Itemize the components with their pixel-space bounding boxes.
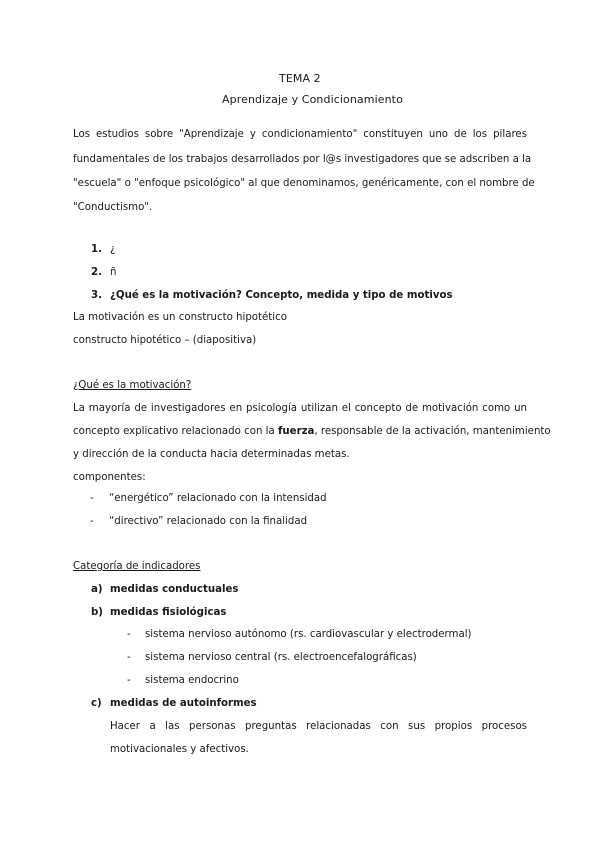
physio-item-autonomo: sistema nervioso autónomo (rs. cardiovascular y electrodermal) [145, 629, 472, 640]
numbered-item-2-text: ñ [110, 267, 117, 278]
motivation-line-2: concepto explicativo relacionado con la fuerza, responsable de la activación, mantenimiento [73, 426, 551, 437]
intro-line-4: "Conductismo". [73, 202, 153, 213]
numbered-item-3-text: ¿Qué es la motivación? Concepto, medida y tipo de motivos [110, 290, 453, 301]
physio-bullet: - [127, 675, 131, 686]
bold-word-fuerza: fuerza [277, 426, 315, 437]
component-bullet: - [90, 493, 94, 504]
physio-item-endocrino: sistema endocrino [145, 675, 239, 686]
page-title: TEMA 2 [279, 72, 321, 85]
indicator-letter-a: a) [91, 584, 103, 595]
indicator-item-autoinformes: medidas de autoinformes [110, 698, 257, 709]
component-bullet: - [90, 516, 94, 527]
intro-line-2: fundamentales de los trabajos desarrollados por l@s investigadores que se adscriben a la [73, 154, 532, 165]
section-heading-indicators: Categoría de indicadores [73, 561, 201, 572]
selfreport-line-2: motivacionales y afectivos. [110, 744, 249, 755]
physio-item-central: sistema nervioso central (rs. electroencefalográficas) [145, 652, 417, 663]
numbered-item-3-num: 3. [91, 290, 102, 301]
indicator-item-conductuales: medidas conductuales [110, 584, 239, 595]
component-item-energetico: “energético” relacionado con la intensidad [109, 493, 327, 504]
indicator-item-fisiologicas: medidas fisiológicas [110, 607, 227, 618]
motivation-line-3: y dirección de la conducta hacia determinadas metas. [73, 449, 350, 460]
section-heading-motivation: ¿Qué es la motivación? [73, 380, 192, 391]
note-line-2: constructo hipotético – (diapositiva) [73, 335, 257, 346]
numbered-item-2-num: 2. [91, 267, 102, 278]
motivation-line-1: La mayoría de investigadores en psicología utilizan el concepto de motivación como un [73, 403, 527, 414]
numbered-item-1-text: ¿ [110, 244, 116, 255]
selfreport-line-1: Hacer a las personas preguntas relacionadas con sus propios procesos [110, 721, 527, 732]
intro-line-3: "escuela" o "enfoque psicológico" al que denominamos, genéricamente, con el nombre de [73, 178, 535, 189]
components-label: componentes: [73, 472, 146, 483]
numbered-item-1-num: 1. [91, 244, 102, 255]
note-line-1: La motivación es un constructo hipotético [73, 312, 287, 323]
physio-bullet: - [127, 629, 131, 640]
physio-bullet: - [127, 652, 131, 663]
page-subtitle: Aprendizaje y Condicionamiento [222, 93, 403, 106]
intro-line-1: Los estudios sobre "Aprendizaje y condicionamiento" constituyen uno de los pilares [73, 129, 527, 140]
indicator-letter-c: c) [91, 698, 102, 709]
indicator-letter-b: b) [91, 607, 103, 618]
component-item-directivo: “directivo” relacionado con la finalidad [109, 516, 308, 527]
